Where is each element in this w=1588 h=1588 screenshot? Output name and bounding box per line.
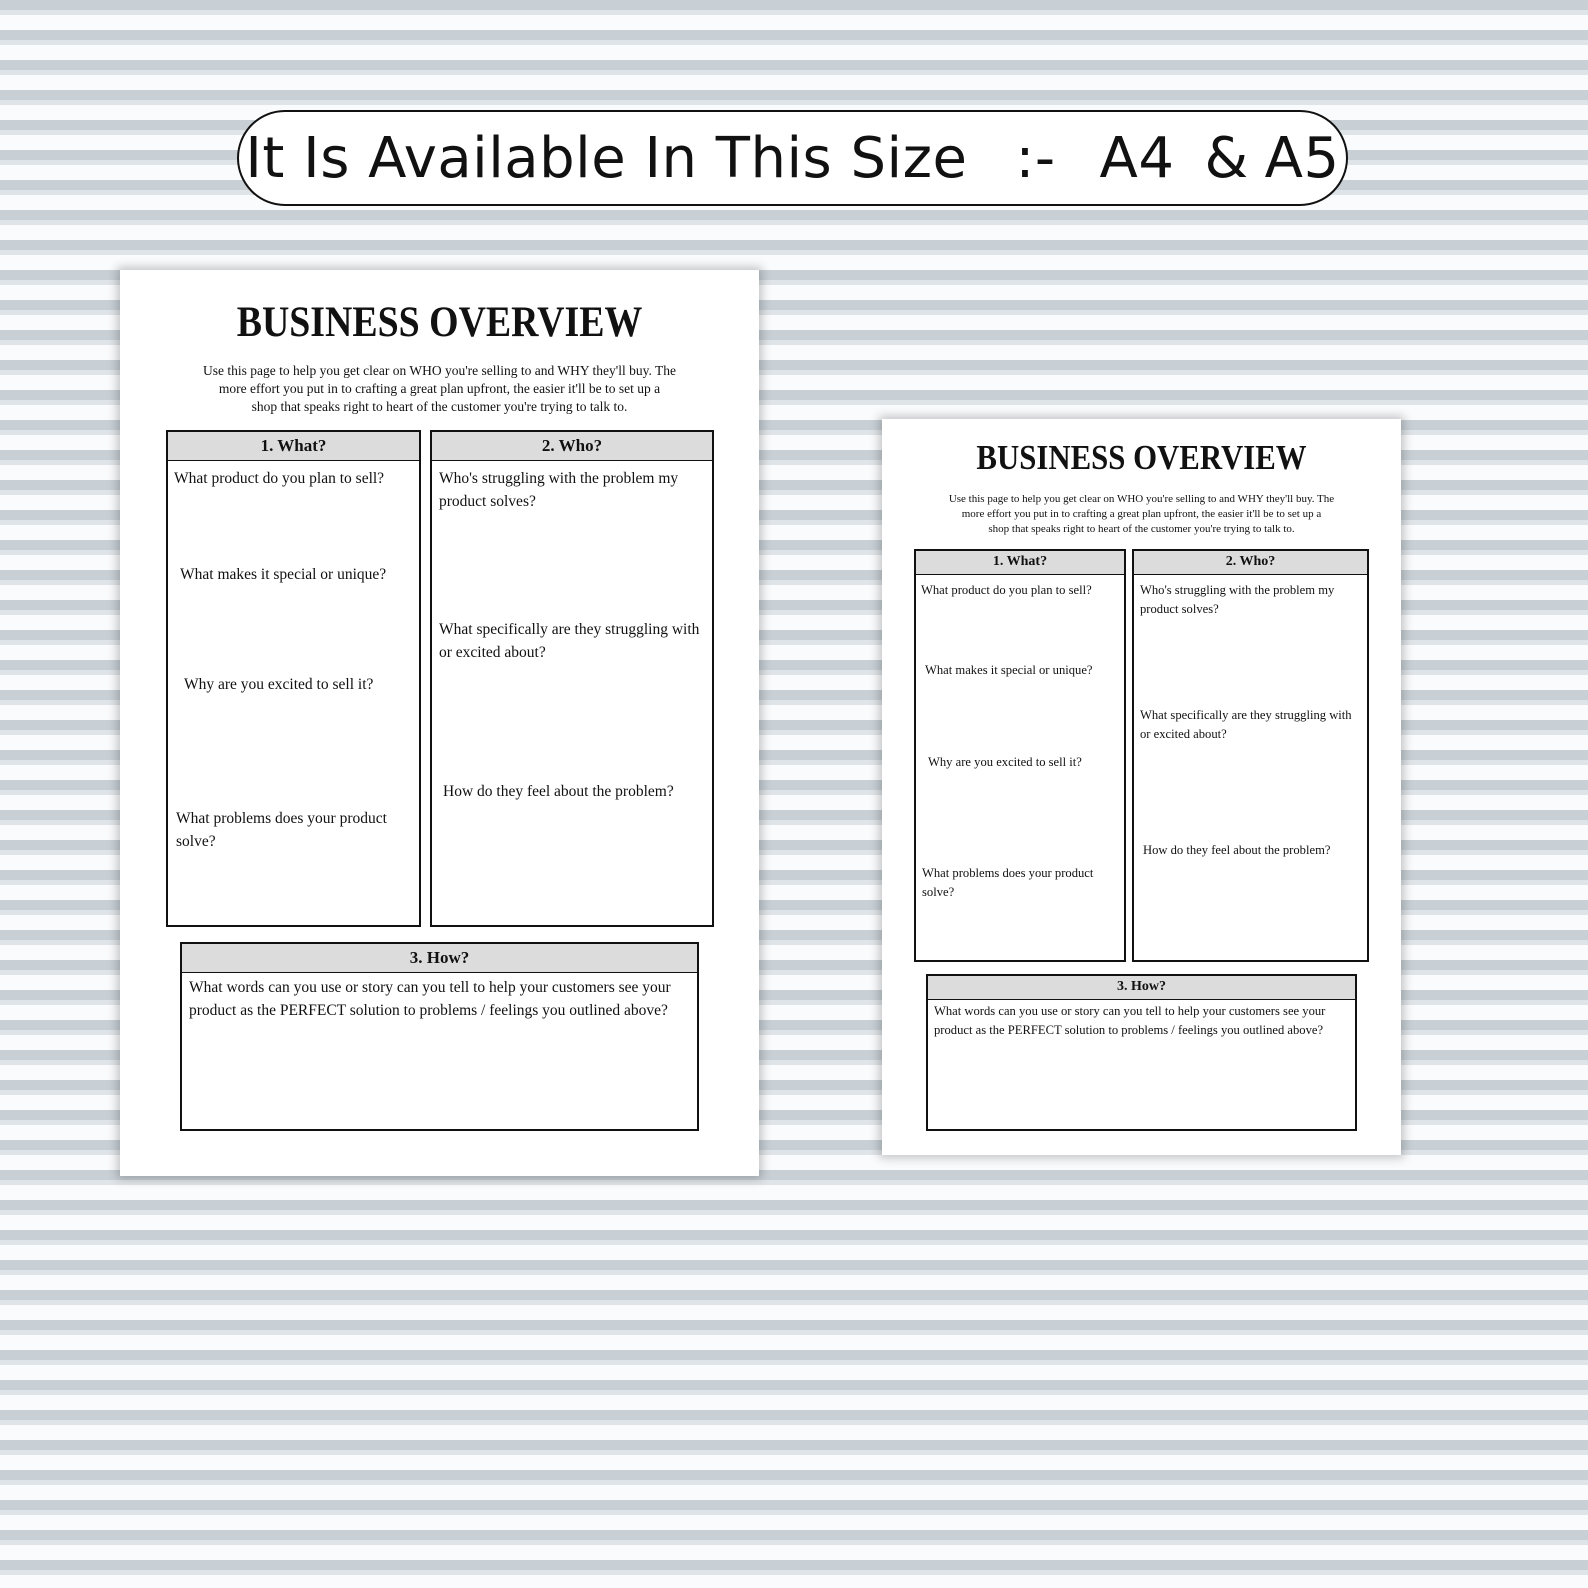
how-section bbox=[180, 942, 699, 1131]
what-section bbox=[914, 549, 1126, 962]
intro-line: Use this page to help you get clear on WHO you're selling to and WHY they'll buy. The bbox=[203, 363, 676, 378]
who-question-1: Who's struggling with the problem my product solves? bbox=[439, 470, 679, 511]
what-question-1: What product do you plan to sell? bbox=[921, 583, 1092, 597]
banner-separator: :- bbox=[1015, 125, 1056, 191]
who-question-3: How do they feel about the problem? bbox=[1143, 843, 1331, 857]
intro-line: more effort you put in to crafting a great plan upfront, the easier it'll be to set up a bbox=[961, 507, 1322, 520]
who-question-3: How do they feel about the problem? bbox=[443, 783, 674, 800]
what-heading: 1. What? bbox=[916, 551, 1124, 575]
worksheet-intro bbox=[912, 492, 1371, 537]
how-heading: 3. How? bbox=[182, 944, 697, 973]
a5-worksheet-preview bbox=[882, 419, 1401, 1155]
banner-ampersand: & bbox=[1204, 125, 1249, 191]
what-heading: 1. What? bbox=[168, 432, 419, 461]
what-question-2: What makes it special or unique? bbox=[180, 566, 387, 583]
intro-line: more effort you put in to crafting a great plan upfront, the easier it'll be to set up a bbox=[218, 381, 661, 397]
what-question-4: What problems does your product solve? bbox=[922, 866, 1094, 899]
how-question-1: What words can you use or story can you tell to help your customers see your product as the PERFECT solution to problems / feelings you outlined above? bbox=[934, 1004, 1326, 1037]
who-heading: 2. Who? bbox=[432, 432, 712, 461]
who-question-2: What specifically are they struggling with or excited about? bbox=[1140, 708, 1352, 741]
who-heading: 2. Who? bbox=[1134, 551, 1367, 575]
what-question-3: Why are you excited to sell it? bbox=[184, 676, 374, 693]
who-question-2: What specifically are they struggling with or excited about? bbox=[439, 621, 700, 662]
who-section bbox=[430, 430, 714, 927]
what-question-2: What makes it special or unique? bbox=[925, 663, 1093, 677]
intro-line: shop that speaks right to heart of the customer you're trying to talk to. bbox=[251, 399, 628, 415]
banner-size-a4: A4 bbox=[1099, 125, 1175, 191]
a4-worksheet-preview bbox=[120, 270, 759, 1176]
how-section bbox=[926, 974, 1357, 1131]
worksheet-title: BUSINESS OVERVIEW bbox=[976, 438, 1307, 477]
how-heading: 3. How? bbox=[928, 976, 1355, 1000]
intro-line: shop that speaks right to heart of the customer you're trying to talk to. bbox=[988, 522, 1295, 535]
banner-size-a5: A5 bbox=[1264, 125, 1340, 191]
what-question-4: What problems does your product solve? bbox=[176, 810, 387, 851]
banner-text: It Is Available In This Size bbox=[245, 125, 968, 191]
what-section bbox=[166, 430, 421, 927]
how-question-1: What words can you use or story can you tell to help your customers see your product as the PERFECT solution to problems / feelings you outlined above? bbox=[189, 979, 671, 1020]
who-question-1: Who's struggling with the problem my product solves? bbox=[1140, 583, 1335, 616]
who-section bbox=[1132, 549, 1369, 962]
size-availability-banner bbox=[237, 110, 1348, 206]
intro-line: Use this page to help you get clear on WHO you're selling to and WHY they'll buy. The bbox=[948, 493, 1335, 505]
what-question-3: Why are you excited to sell it? bbox=[928, 755, 1082, 769]
worksheet-intro bbox=[170, 362, 709, 417]
worksheet-title: BUSINESS OVERVIEW bbox=[236, 299, 643, 346]
what-question-1: What product do you plan to sell? bbox=[174, 470, 385, 487]
